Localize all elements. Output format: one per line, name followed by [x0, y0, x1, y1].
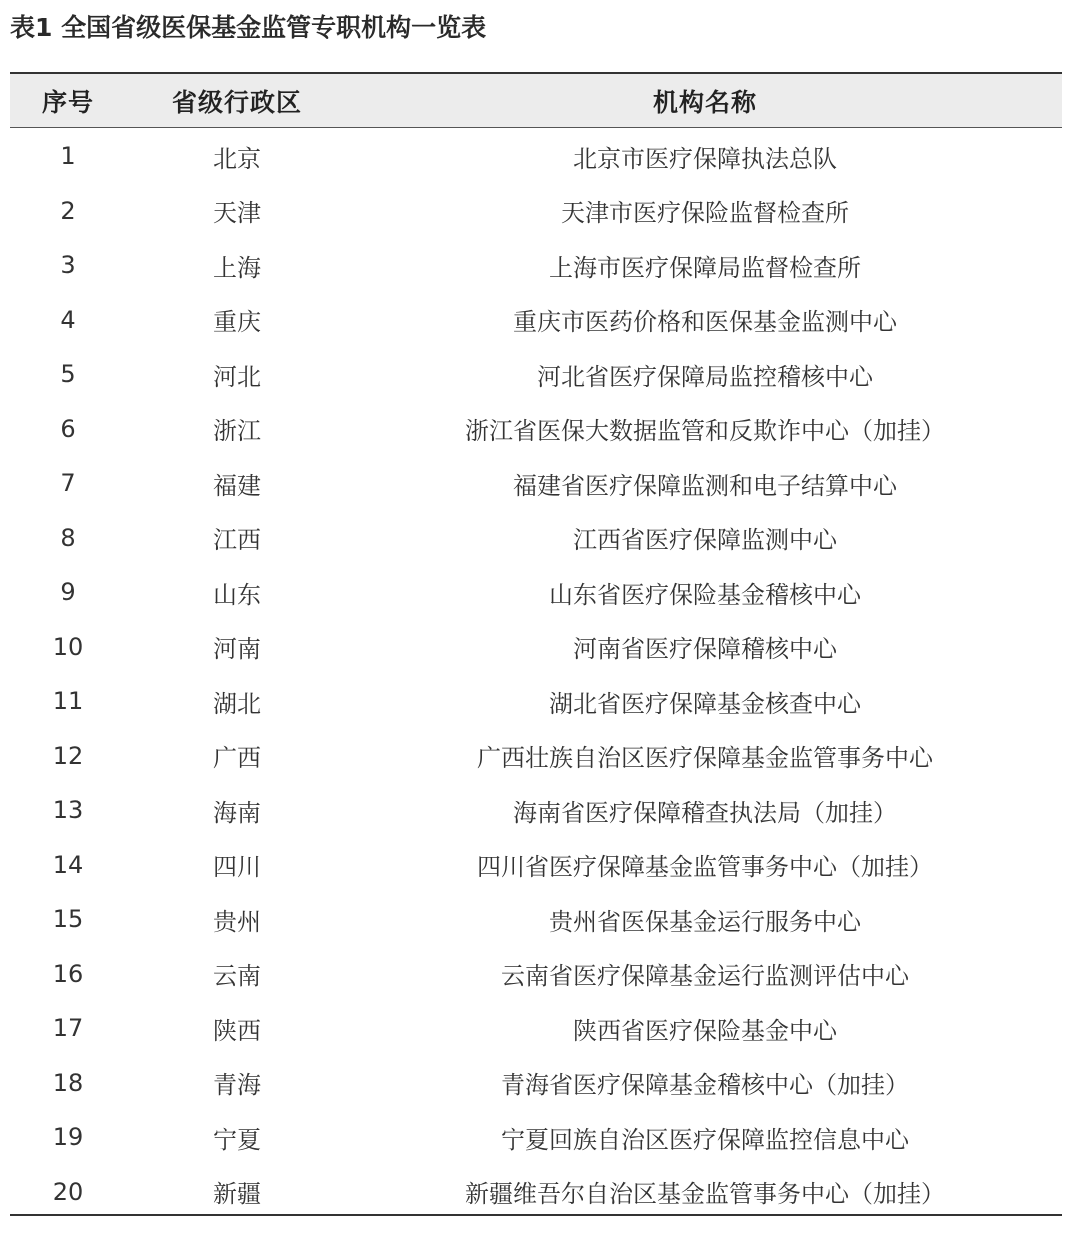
cell-province: 浙江 — [213, 417, 261, 446]
table-row — [10, 729, 1062, 784]
cell-agency: 山东省医疗保险基金稽核中心 — [549, 580, 861, 609]
cell-agency: 海南省医疗保障稽查执法局（加挂） — [513, 798, 897, 827]
table-row — [10, 1165, 1062, 1220]
cell-index: 15 — [52, 905, 84, 934]
cell-agency: 天津市医疗保险监督检查所 — [561, 199, 849, 228]
cell-agency: 四川省医疗保障基金监管事务中心（加挂） — [477, 853, 933, 882]
table-body — [10, 128, 1062, 1219]
cell-index: 13 — [52, 796, 84, 825]
agency-table — [10, 72, 1062, 1219]
cell-index: 8 — [60, 523, 76, 552]
table-row — [10, 511, 1062, 566]
table-row — [10, 184, 1062, 239]
cell-agency: 湖北省医疗保障基金核查中心 — [549, 689, 861, 718]
table-row — [10, 1056, 1062, 1111]
table-row — [10, 347, 1062, 402]
table-row — [10, 674, 1062, 729]
cell-index: 18 — [52, 1068, 84, 1097]
cell-province: 河北 — [213, 362, 261, 391]
cell-agency: 贵州省医保基金运行服务中心 — [549, 907, 861, 936]
cell-province: 江西 — [213, 526, 261, 555]
table-row — [10, 620, 1062, 675]
cell-province: 贵州 — [213, 907, 261, 936]
cell-agency: 重庆市医药价格和医保基金监测中心 — [513, 308, 897, 337]
cell-index: 11 — [52, 687, 84, 716]
cell-index: 14 — [52, 850, 84, 879]
cell-agency: 宁夏回族自治区医疗保障监控信息中心 — [501, 1125, 909, 1154]
cell-index: 17 — [52, 1014, 84, 1043]
table-row — [10, 947, 1062, 1002]
cell-province: 上海 — [213, 253, 261, 282]
cell-province: 四川 — [213, 853, 261, 882]
table-header — [10, 74, 1062, 128]
cell-province: 青海 — [213, 1071, 261, 1100]
cell-province: 河南 — [213, 635, 261, 664]
cell-province: 天津 — [213, 199, 261, 228]
cell-index: 6 — [60, 414, 76, 443]
table-row — [10, 456, 1062, 511]
cell-agency: 上海市医疗保障局监督检查所 — [549, 253, 861, 282]
cell-province: 湖北 — [213, 689, 261, 718]
cell-province: 福建 — [213, 471, 261, 500]
table-row — [10, 892, 1062, 947]
cell-index: 7 — [60, 469, 76, 498]
cell-index: 5 — [60, 360, 76, 389]
cell-agency: 江西省医疗保障监测中心 — [573, 526, 837, 555]
table-row — [10, 293, 1062, 348]
table-row — [10, 238, 1062, 293]
header-agency: 机构名称 — [652, 87, 757, 117]
header-index: 序号 — [41, 87, 94, 117]
cell-province: 北京 — [213, 144, 261, 173]
table-row — [10, 1110, 1062, 1165]
cell-index: 1 — [60, 142, 76, 171]
table-row — [10, 1001, 1062, 1056]
cell-agency: 北京市医疗保障执法总队 — [573, 144, 837, 173]
cell-province: 云南 — [213, 962, 261, 991]
header-province: 省级行政区 — [171, 87, 302, 117]
cell-agency: 云南省医疗保障基金运行监测评估中心 — [501, 962, 909, 991]
bottom-rule — [10, 1214, 1062, 1216]
cell-agency: 新疆维吾尔自治区基金监管事务中心（加挂） — [465, 1180, 945, 1209]
table-row — [10, 565, 1062, 620]
cell-province: 陕西 — [213, 1016, 261, 1045]
cell-index: 16 — [52, 959, 84, 988]
cell-index: 2 — [60, 196, 76, 225]
cell-province: 宁夏 — [213, 1125, 261, 1154]
cell-index: 3 — [60, 251, 76, 280]
cell-agency: 广西壮族自治区医疗保障基金监管事务中心 — [477, 744, 933, 773]
cell-index: 10 — [52, 632, 84, 661]
cell-agency: 河北省医疗保障局监控稽核中心 — [537, 362, 873, 391]
cell-agency: 福建省医疗保障监测和电子结算中心 — [513, 471, 897, 500]
cell-index: 20 — [52, 1177, 84, 1206]
cell-index: 9 — [60, 578, 76, 607]
cell-province: 广西 — [213, 744, 261, 773]
table-row — [10, 783, 1062, 838]
table-row — [10, 838, 1062, 893]
cell-province: 山东 — [213, 580, 261, 609]
table-row — [10, 129, 1062, 184]
cell-agency: 浙江省医保大数据监管和反欺诈中心（加挂） — [465, 417, 945, 446]
cell-index: 12 — [52, 741, 84, 770]
cell-province: 海南 — [213, 798, 261, 827]
cell-index: 4 — [60, 305, 76, 334]
cell-province: 重庆 — [213, 308, 261, 337]
table-row — [10, 402, 1062, 457]
cell-agency: 河南省医疗保障稽核中心 — [573, 635, 837, 664]
cell-province: 新疆 — [213, 1180, 261, 1209]
cell-index: 19 — [52, 1123, 84, 1152]
cell-agency: 陕西省医疗保险基金中心 — [573, 1016, 837, 1045]
table-title: 表1 全国省级医保基金监管专职机构一览表 — [10, 13, 487, 42]
cell-agency: 青海省医疗保障基金稽核中心（加挂） — [501, 1071, 909, 1100]
